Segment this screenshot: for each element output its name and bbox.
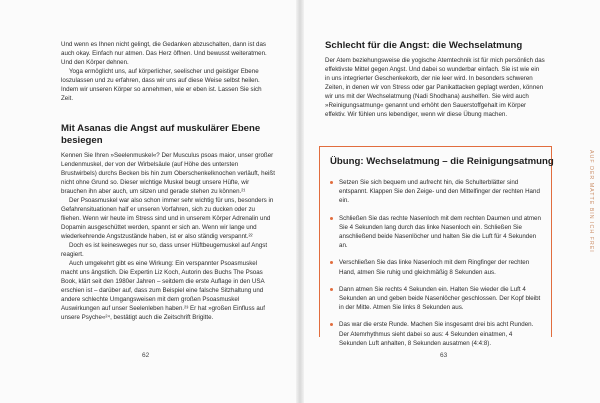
page-number-right: 63 (440, 352, 448, 359)
section-heading: Mit Asanas die Angst auf muskulärer Ebene besiegen (61, 123, 261, 146)
exercise-steps (330, 178, 541, 356)
body-paragraph: Der Atem beziehungsweise die yogische Atemtechnik ist für mich persönlich das effektivste Mittel gegen Angst. Und dabei so wunderbar einfach. Sie ist wie ein in uns integrierter Geschenkekorb, der nie leer wird. In besonders schweren Zeiten, in denen wir von Stress oder gar Panikattacken geplagt werden, können wir uns mit der Wechselatmung (Nadi Shodhana) aushelfen. Sie wird auch »Reinigungsatmung« genannt und erhöht den Sauerstoffgehalt im Körper effektiv. Wir fühlen uns lebendiger, wenn wir diese Übung machen. (325, 56, 545, 118)
book-gutter (296, 0, 304, 403)
exercise-title: Übung: Wechselatmung – die Reinigungsatmung (330, 156, 554, 167)
intro-paragraph: Yoga ermöglicht uns, auf körperlicher, seelischer und geistiger Ebene loszulassen und zu erfahren, dass wir uns auf diese Weise selbst heilen. Indem wir unseren Körper so annehmen, wie er eben ist. Lassen Sie sich Zeit. (61, 68, 262, 102)
section-heading: Schlecht für die Angst: die Wechselatmung (325, 40, 523, 51)
intro-paragraph: Und wenn es Ihnen nicht gelingt, die Gedanken abzuschalten, dann ist das auch okay. Einfach nur atmen. Das Herz öffnen. Und bewusst weiteratmen. Und den Körper dehnen. (61, 41, 267, 66)
list-item: Dann atmen Sie rechts 4 Sekunden ein. Halten Sie wieder die Luft 4 Sekunden an und geben beide Nasenlöcher geschlossen. Der Kopf bleibt in der Mitte. Atmen Sie links 8 Sekunden aus. (330, 285, 541, 313)
body-paragraph: Der Psoasmuskel war also schon immer sehr wichtig für uns, besonders in Gefahrensituationen half er unseren Vorfahren, sich zu ducken oder zu fliehen. Wenn wir heute im Stress sind und in unserem Körper Adrenalin und Dopamin ausgeschüttet werden, spannt er sich an. Wenn wir lange und wiederkehrende Angstzustände haben, ist er also ständig verspannt.²² (61, 197, 274, 240)
body-paragraph: Doch es ist keinesweges nur so, dass unser Hüftbeugemuskel auf Angst reagiert. (61, 242, 268, 258)
page-number-left: 62 (142, 352, 150, 359)
body-paragraph: Auch umgekehrt gibt es eine Wirkung: Ein verspannter Psoasmuskel macht uns ängstlich. Die Expertin Liz Koch, Autorin des Buchs The Psoas Book, klärt seit den 1980er Jahren – seitdem die erste Auflage in den USA erschien ist – darüber auf, dass zum Beispiel eine falsche Sitzhaltung und andere schlechte Umgangsweisen mit dem großen Psoasmuskel Auswirkungen auf unser Seelenleben haben.²³ Er hat »großen Einfluss auf unsere Psyche«²⁴, bestätigt auch die Zeitschrift Brigitte. (61, 260, 265, 321)
side-tab-label: AUF DER MATTE BIN ICH FREI (588, 150, 594, 253)
list-item: Das war die erste Runde. Machen Sie insgesamt drei bis acht Runden. Der Atemrhythmus sieht dabei so aus: 4 Sekunden einatmen, 4 Sekunden Luft anhalten, 8 Sekunden ausatmen (4:4:8). (330, 320, 541, 348)
right-text-column (325, 40, 545, 119)
left-text-column (61, 40, 275, 322)
chapter-side-tab (586, 150, 594, 300)
list-item: Verschließen Sie das linke Nasenloch mit dem Ringfinger der rechten Hand, atmen Sie ruhig und gleichmäßig 8 Sekunden aus. (330, 258, 541, 276)
list-item: Schließen Sie das rechte Nasenloch mit dem rechten Daumen und atmen Sie 4 Sekunden lang durch das linke Nasenloch ein. Schließen Sie anschließend beide Nasenlöcher und halten Sie die Luft für 4 Sekunden an. (330, 214, 541, 251)
list-item: Setzen Sie sich bequem und aufrecht hin, die Schulterblätter sind entspannt. Klappen Sie den Zeige- und den Mittelfinger der rechten Hand ein. (330, 178, 541, 206)
body-paragraph: Kennen Sie Ihren »Seelenmuskel«? Der Musculus psoas maior, unser großer Lendenmuskel, der von der Wirbelsäule (auf Höhe des untersten Brustwirbels) durchs Becken bis hin zum Oberschenkelknochen verläuft, heißt nicht ohne Grund so. Dieser wichtige Muskel beugt unsere Hüfte, wir brauchen ihn aber auch, um sitzen und gerade stehen zu können.²¹ (61, 152, 275, 195)
